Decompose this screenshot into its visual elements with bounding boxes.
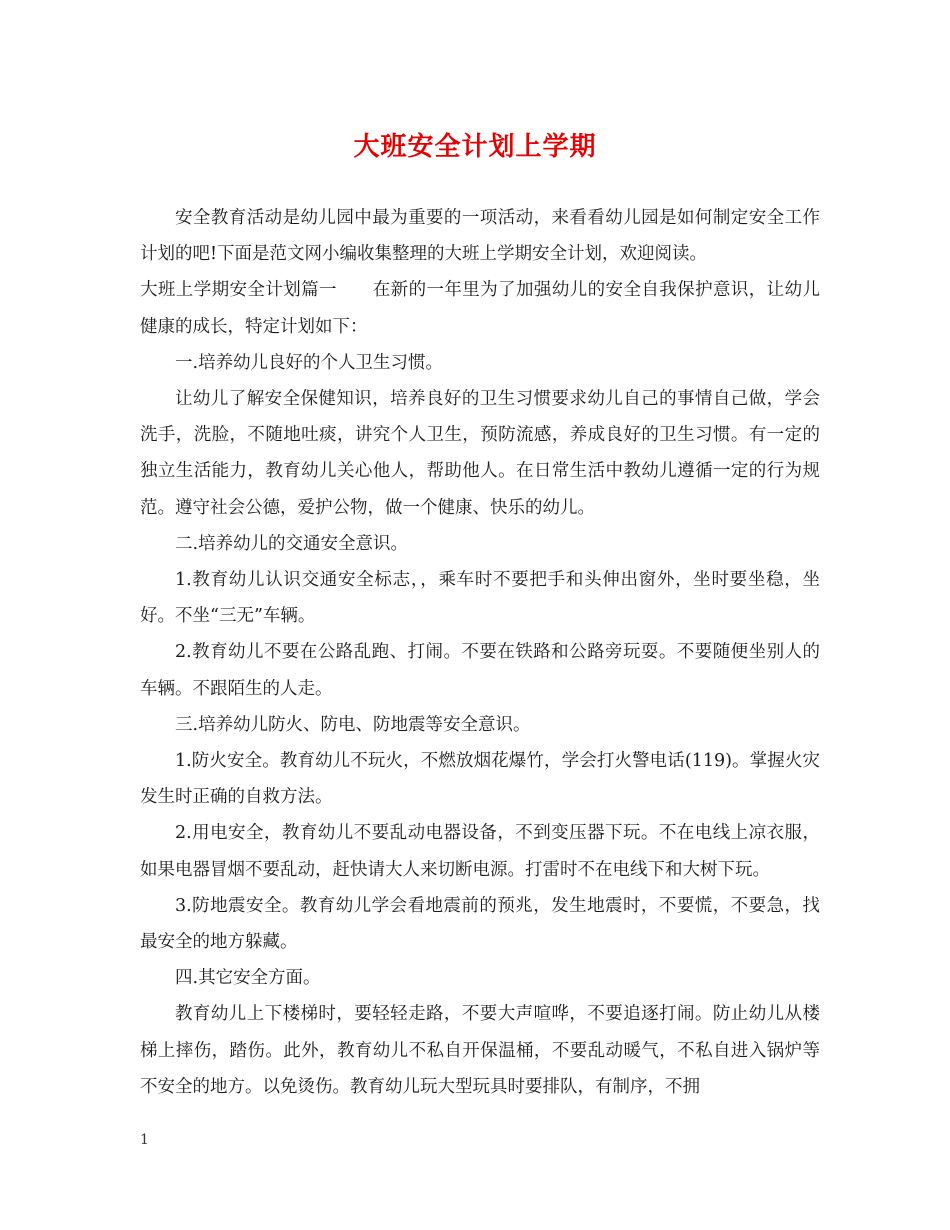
paragraph-hygiene: 让幼儿了解安全保健知识，培养良好的卫生习惯要求幼儿自己的事情自己做，学会洗手，洗脸，不随地吐痰，讲究个人卫生，预防流感，养成良好的卫生习惯。有一定的独立生活能力，教育幼儿关心他人，帮助他人。在日常生活中教幼儿遵循一定的行为规范。遵守社会公德，爱护公物，做一个健康、快乐的幼儿。 xyxy=(140,389,820,518)
paragraph-traffic-2: 2.教育幼儿不要在公路乱跑、打闹。不要在铁路和公路旁玩耍。不要随便坐别人的车辆。不跟陌生的人走。 xyxy=(140,642,820,699)
document-body xyxy=(140,200,820,1105)
paragraph-other: 教育幼儿上下楼梯时，要轻轻走路，不要大声喧哗，不要追逐打闹。防止幼儿从楼梯上摔伤，踏伤。此外，教育幼儿不私自开保温桶，不要乱动暖气，不私自进入锅炉等不安全的地方。以免烫伤。教育幼儿玩大型玩具时要排队，有制序，不拥 xyxy=(140,1004,820,1097)
paragraph-intro: 安全教育活动是幼儿园中最为重要的一项活动，来看看幼儿园是如何制定安全工作计划的吧!下面是范文网小编收集整理的大班上学期安全计划，欢迎阅读。 xyxy=(140,208,820,265)
paragraph-plan-heading: 大班上学期安全计划篇一 在新的一年里为了加强幼儿的安全自我保护意识，让幼儿健康的成长，特定计划如下： xyxy=(140,280,820,337)
section-heading-other: 四.其它安全方面。 xyxy=(175,968,321,989)
paragraph-earthquake: 3.防地震安全。教育幼儿学会看地震前的预兆，发生地震时，不要慌，不要急，找最安全的地方躲藏。 xyxy=(140,895,820,953)
paragraph-fire: 1.防火安全。教育幼儿不玩火，不燃放烟花爆竹，学会打火警电话(119)。掌握火灾发生时正确的自救方法。 xyxy=(140,751,820,808)
section-heading-fire-electric-quake: 三.培养幼儿防火、防电、防地震等安全意识。 xyxy=(175,714,531,735)
paragraph-traffic-1: 1.教育幼儿认识交通安全标志，，乘车时不要把手和头伸出窗外，坐时要坐稳，坐好。不坐“三无”车辆。 xyxy=(140,570,820,627)
paragraph-electric: 2.用电安全，教育幼儿不要乱动电器设备，不到变压器下玩。不在电线上凉衣服，如果电器冒烟不要乱动，赶快请大人来切断电源。打雷时不在电线下和大树下玩。 xyxy=(140,823,820,880)
document-title: 大班安全计划上学期 xyxy=(353,132,597,162)
page-number: 1 xyxy=(140,1132,149,1148)
section-heading-hygiene: 一.培养幼儿良好的个人卫生习惯。 xyxy=(175,352,444,373)
section-heading-traffic: 二.培养幼儿的交通安全意识。 xyxy=(175,533,409,554)
